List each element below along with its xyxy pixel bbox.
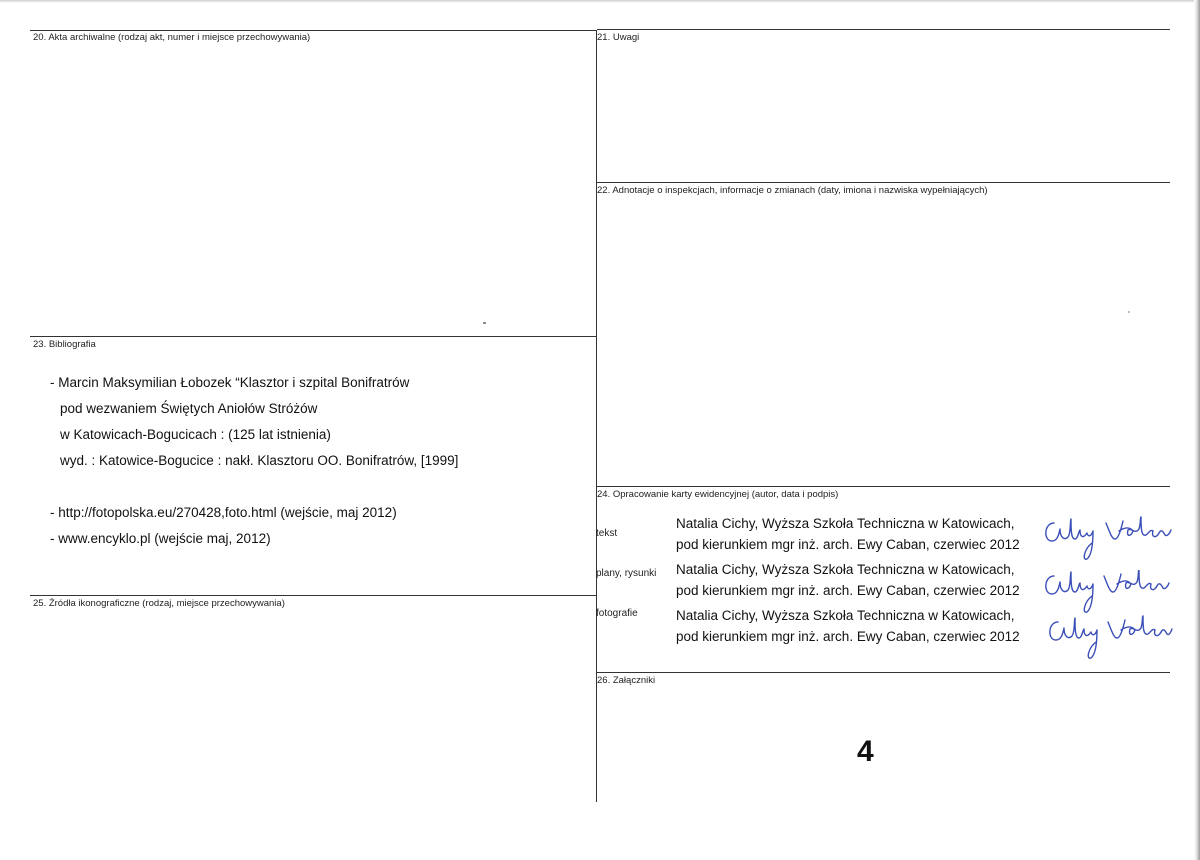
divider-section-23 xyxy=(30,336,597,337)
signature-tekst xyxy=(1040,515,1174,563)
signature-plany xyxy=(1040,570,1174,618)
divider-top-right xyxy=(597,29,1170,30)
section-24-title: 24. Opracowanie karty ewidencyjnej (autor, data i podpis) xyxy=(597,489,839,500)
divider-section-26 xyxy=(597,672,1170,673)
scan-speck xyxy=(483,322,486,324)
section-25-title: 25. Źródła ikonograficzne (rodzaj, miejsce przechowywania) xyxy=(33,598,285,609)
section-22-title: 22. Adnotacje o inspekcjach, informacje o zmianach (daty, imiona i nazwiska wypełniających) xyxy=(597,185,988,196)
section-23-title: 23. Bibliografia xyxy=(33,339,96,350)
row-category-fotografie: fotografie xyxy=(596,608,638,619)
author-line: pod kierunkiem mgr inż. arch. Ewy Caban, czerwiec 2012 xyxy=(676,537,1020,552)
bibliography-entry: wyd. : Katowice-Bogucice : nakł. Klasztoru OO. Bonifratrów, [1999] xyxy=(60,453,459,468)
divider-section-24 xyxy=(597,486,1170,487)
bibliography-entry: w Katowicach-Bogucicach : (125 lat istnienia) xyxy=(60,427,331,442)
bibliography-entry: pod wezwaniem Świętych Aniołów Stróżów xyxy=(60,401,318,416)
signature-fotografie xyxy=(1044,614,1174,662)
section-26-title: 26. Załączniki xyxy=(597,675,656,686)
author-line: Natalia Cichy, Wyższa Szkoła Techniczna w Katowicach, xyxy=(676,562,1015,577)
bibliography-entry: - Marcin Maksymilian Łobozek “Klasztor i szpital Bonifratrów xyxy=(50,375,410,390)
author-line: Natalia Cichy, Wyższa Szkoła Techniczna w Katowicach, xyxy=(676,516,1015,531)
scan-edge-right xyxy=(1194,0,1200,860)
author-line: pod kierunkiem mgr inż. arch. Ewy Caban, czerwiec 2012 xyxy=(676,583,1020,598)
section-20-title: 20. Akta archiwalne (rodzaj akt, numer i miejsce przechowywania) xyxy=(33,32,311,43)
author-line: Natalia Cichy, Wyższa Szkoła Techniczna w Katowicach, xyxy=(676,608,1015,623)
divider-top-left xyxy=(30,30,597,31)
page-number: 4 xyxy=(857,735,874,768)
scan-edge-top xyxy=(0,0,1200,3)
divider-section-22 xyxy=(597,182,1170,183)
author-line: pod kierunkiem mgr inż. arch. Ewy Caban, czerwiec 2012 xyxy=(676,629,1020,644)
divider-section-25 xyxy=(30,595,597,596)
row-category-tekst: tekst xyxy=(596,528,618,539)
bibliography-entry: - www.encyklo.pl (wejście maj, 2012) xyxy=(50,531,271,546)
section-21-title: 21. Uwagi xyxy=(597,32,640,43)
row-category-plany: plany, rysunki xyxy=(596,568,657,579)
bibliography-entry: - http://fotopolska.eu/270428,foto.html (wejście, maj 2012) xyxy=(50,505,397,520)
scan-speck xyxy=(1128,311,1130,313)
